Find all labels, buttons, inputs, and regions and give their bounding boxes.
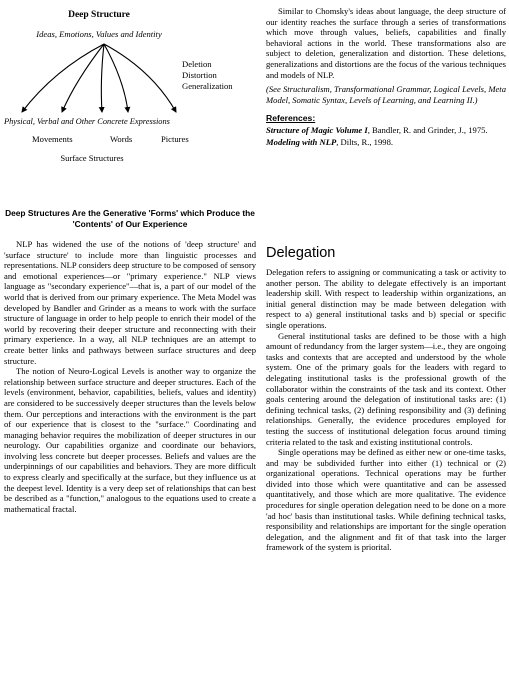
- transformation-arrows: [22, 44, 176, 112]
- reference-item: [266, 125, 506, 136]
- delegation-paragraph: Delegation refers to assigning or communicating a task or activity to another person. The ability to delegate effectively is an important leadership skill. With respect to leadership within organizations, an initial general distinction may be made between delegation with respect to a) general institutional tasks and b) special or specific single operations.: [266, 267, 506, 330]
- arrow-concrete: [101, 44, 104, 112]
- reference-item: [266, 137, 506, 148]
- expression-pictures: Pictures: [161, 134, 189, 144]
- deep-structure-subtitle: Ideas, Emotions, Values and Identity: [36, 29, 162, 39]
- deep-structure-title: Deep Structure: [68, 10, 130, 20]
- intro-paragraph: Similar to Chomsky's ideas about language, the deep structure of our identity reaches the surface through a series of transformations which move through values, beliefs, capabilities and finally behavioral actions in the world. These transformations also are subject to deletion, generalization and distortion. These deletions, generalizations and distortions are the focus of the various techniques and models of NLP.: [266, 6, 506, 80]
- arrow-other: [104, 44, 128, 112]
- surface-subtitle: Physical, Verbal and Other Concrete Expressions: [4, 117, 170, 126]
- diagram-caption: Deep Structures Are the Generative 'Forms' which Produce the 'Contents' of Our Experience: [5, 208, 255, 229]
- left-paragraph: The notion of Neuro-Logical Levels is another way to organize the relationship between surface structure and deeper structures. Each of the levels (environment, behavior, capabilities, beliefs, values and identity) are considered to be successively deeper structures than the levels below them. Our perceptions and interactions with the environment is the part of our experience that is closest to the "surface." Coordinating and managing behavior requires the mobilization of deeper structures in our neurology. Our capabilities organize and coordinate our behaviors, involving less concrete but deeper processes. Beliefs and values are the underpinnings of our capabilities and behaviors. They are more difficult to express clearly and specifically at the surface, but they influence us at the deepest level. Identity is a very deep set of relationships that can best be described as a "function," analogous to the equations used to create a mathematical fractal.: [4, 366, 256, 514]
- deep-structure-diagram: [4, 0, 256, 172]
- reference-details: , Bandler, R. and Grinder, J., 1975.: [367, 125, 488, 136]
- delegation-paragraph: Single operations may be defined as either new or one-time tasks, and may be subdivided further into either (1) technical or (2) organizational operations. Technical operations may be further divided into those which were quantitative and can be assessed quantitatively, and those which are more qualitative. The evidence procedures for single operation delegation need to be done on a more 'ad hoc' basis than institutional tasks. While defining technical tasks, responsibility and relationships are important for the single operation delegation, and the alignment and fit of that task into the larger framework of the system is priorital.: [266, 447, 506, 553]
- expression-words: Words: [110, 134, 133, 144]
- right-top-text: [266, 6, 506, 148]
- arrow-physical: [22, 44, 104, 112]
- delegation-section: [266, 245, 506, 553]
- see-also: (See Structuralism, Transformational Grammar, Logical Levels, Meta Model, Somatic Syntax, Levels of Learning, and Learning II.): [266, 84, 506, 105]
- surface-structures-title: Surface Structures: [60, 153, 124, 163]
- references-heading: References:: [266, 113, 316, 124]
- delegation-heading: Delegation: [266, 245, 336, 261]
- process-deletion: Deletion: [182, 59, 212, 69]
- delegation-paragraph: General institutional tasks are defined to be those with a high amount of redundancy from the larger system—i.e., they are ongoing tasks and contexts that are accepted and understood by the whole system. One of the primary goals for the leaders with regard to delegating institutional tasks is the professional growth of the collaborator within the constraints of the task and its context. Other goals centering around the delegation of institutional tasks are: (1) defining technical tasks, (2) defining responsibility and (3) defining relationships. Generally, the evidence procedures employed for testing the success of institutional delegation focus around timing criteria related to the task and existing institutional controls.: [266, 330, 506, 447]
- left-paragraph: NLP has widened the use of the notions of 'deep structure' and 'surface structure' to include more than linguistic processes and representations. NLP considers deep structure to be composed of sensory and emotional experiences—or "primary experience." NLP views language as "secondary experience"—that is, a part of our model of the world that is derived from our primary experience. The Meta Model was developed by Bandler and Grinder as a means to work with the surface structure of language in order to help people to enrich their model of the world by recovering their deeper structure and reconnecting with their primary experience. In a way, all NLP techniques are an attempt to create better links and pathways between surface structures and deep structure.: [4, 239, 256, 366]
- arrow-expressions: [104, 44, 176, 112]
- process-generalization: Generalization: [182, 81, 233, 91]
- reference-title: Structure of Magic Volume I: [266, 125, 368, 136]
- process-distortion: Distortion: [182, 70, 217, 80]
- reference-details: , Dilts, R., 1998.: [336, 136, 394, 147]
- reference-title: Modeling with NLP: [266, 136, 337, 147]
- arrow-verbal: [62, 44, 104, 112]
- left-body-text: [4, 239, 256, 514]
- expression-movements: Movements: [32, 134, 73, 144]
